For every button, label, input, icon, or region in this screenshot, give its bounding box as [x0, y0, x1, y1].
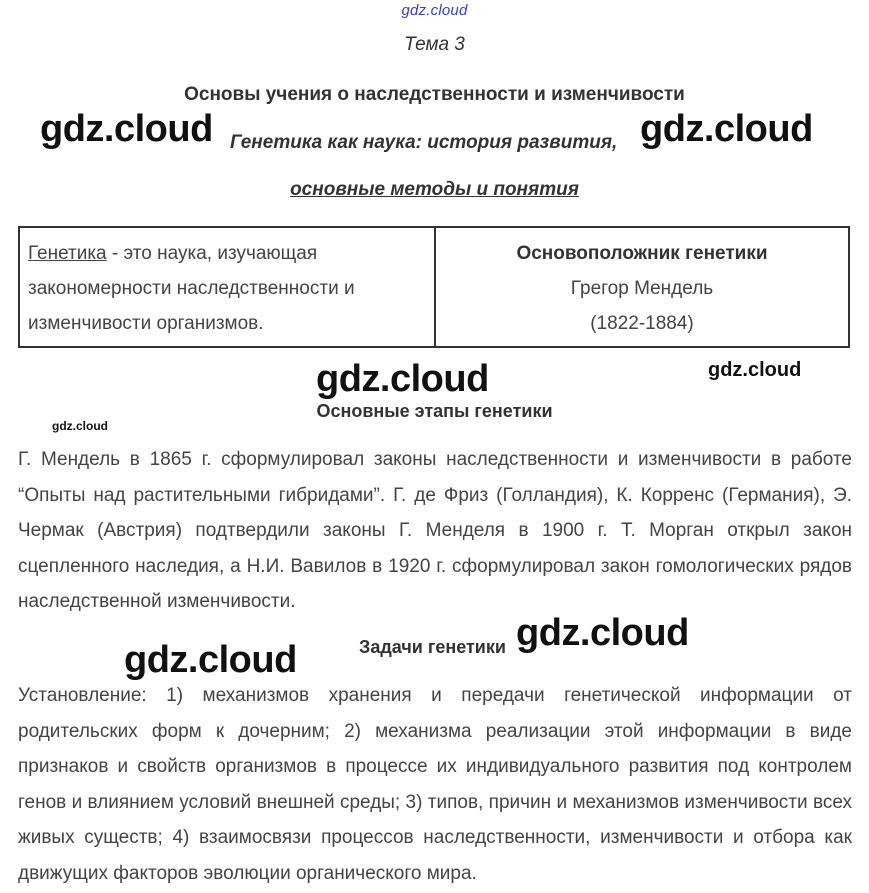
watermark-large-right-1: gdz.cloud — [640, 108, 813, 150]
definition-cell — [20, 228, 436, 346]
definition-table — [18, 226, 850, 348]
topic-label: Тема 3 — [404, 34, 465, 55]
founder-cell — [436, 228, 848, 346]
founder-title: Основоположник генетики — [516, 243, 768, 264]
watermark-tiny-left: gdz.cloud — [52, 419, 108, 433]
founder-years: (1822-1884) — [590, 313, 694, 334]
watermark-top: gdz.cloud — [401, 2, 468, 19]
watermark-small-right: gdz.cloud — [708, 359, 802, 381]
definition-term: Генетика — [28, 243, 107, 264]
founder-name: Грегор Мендель — [570, 278, 714, 299]
main-heading: Основы учения о наследственности и изменчивости — [184, 84, 685, 105]
watermark-large-left-2: gdz.cloud — [124, 639, 297, 681]
tasks-heading: Задачи генетики — [359, 637, 506, 657]
watermark-large-right-2: gdz.cloud — [516, 612, 689, 654]
definition-text: - это наука, изучающая закономерности наследственности и изменчивости организмов. — [28, 243, 355, 334]
stages-heading: Основные этапы генетики — [316, 401, 553, 421]
watermark-large-center: gdz.cloud — [316, 358, 489, 400]
watermark-large-left-1: gdz.cloud — [40, 108, 213, 150]
subheading-line-2: основные методы и понятия — [290, 179, 579, 200]
subheading-line-1: Генетика как наука: история развития, — [230, 132, 618, 153]
tasks-paragraph: Установление: 1) механизмов хранения и передачи генетической информации от родительских форм к дочерним; 2) механизма реализации этой информации в виде признаков и свойств организмов в процессе их индивидуального развития под контролем генов и влиянием условий внешней среды; 3) типов, причин и механизмов изменчивости всех живых существ; 4) взаимосвязи процессов наследственности, изменчивости и отбора как движущих факторов эволюции органического мира. — [18, 685, 852, 884]
stages-paragraph: Г. Мендель в 1865 г. сформулировал законы наследственности и изменчивости в работе “Опыты над растительными гибридами”. Г. де Фриз (Голландия), К. Корренс (Германия), Э. Чермак (Австрия) подтвердили законы Г. Менделя в 1900 г. Т. Морган открыл закон сцепленного наследия, а Н.И. Вавилов в 1920 г. сформулировал закон гомологических рядов наследственной изменчивости. — [18, 449, 852, 612]
